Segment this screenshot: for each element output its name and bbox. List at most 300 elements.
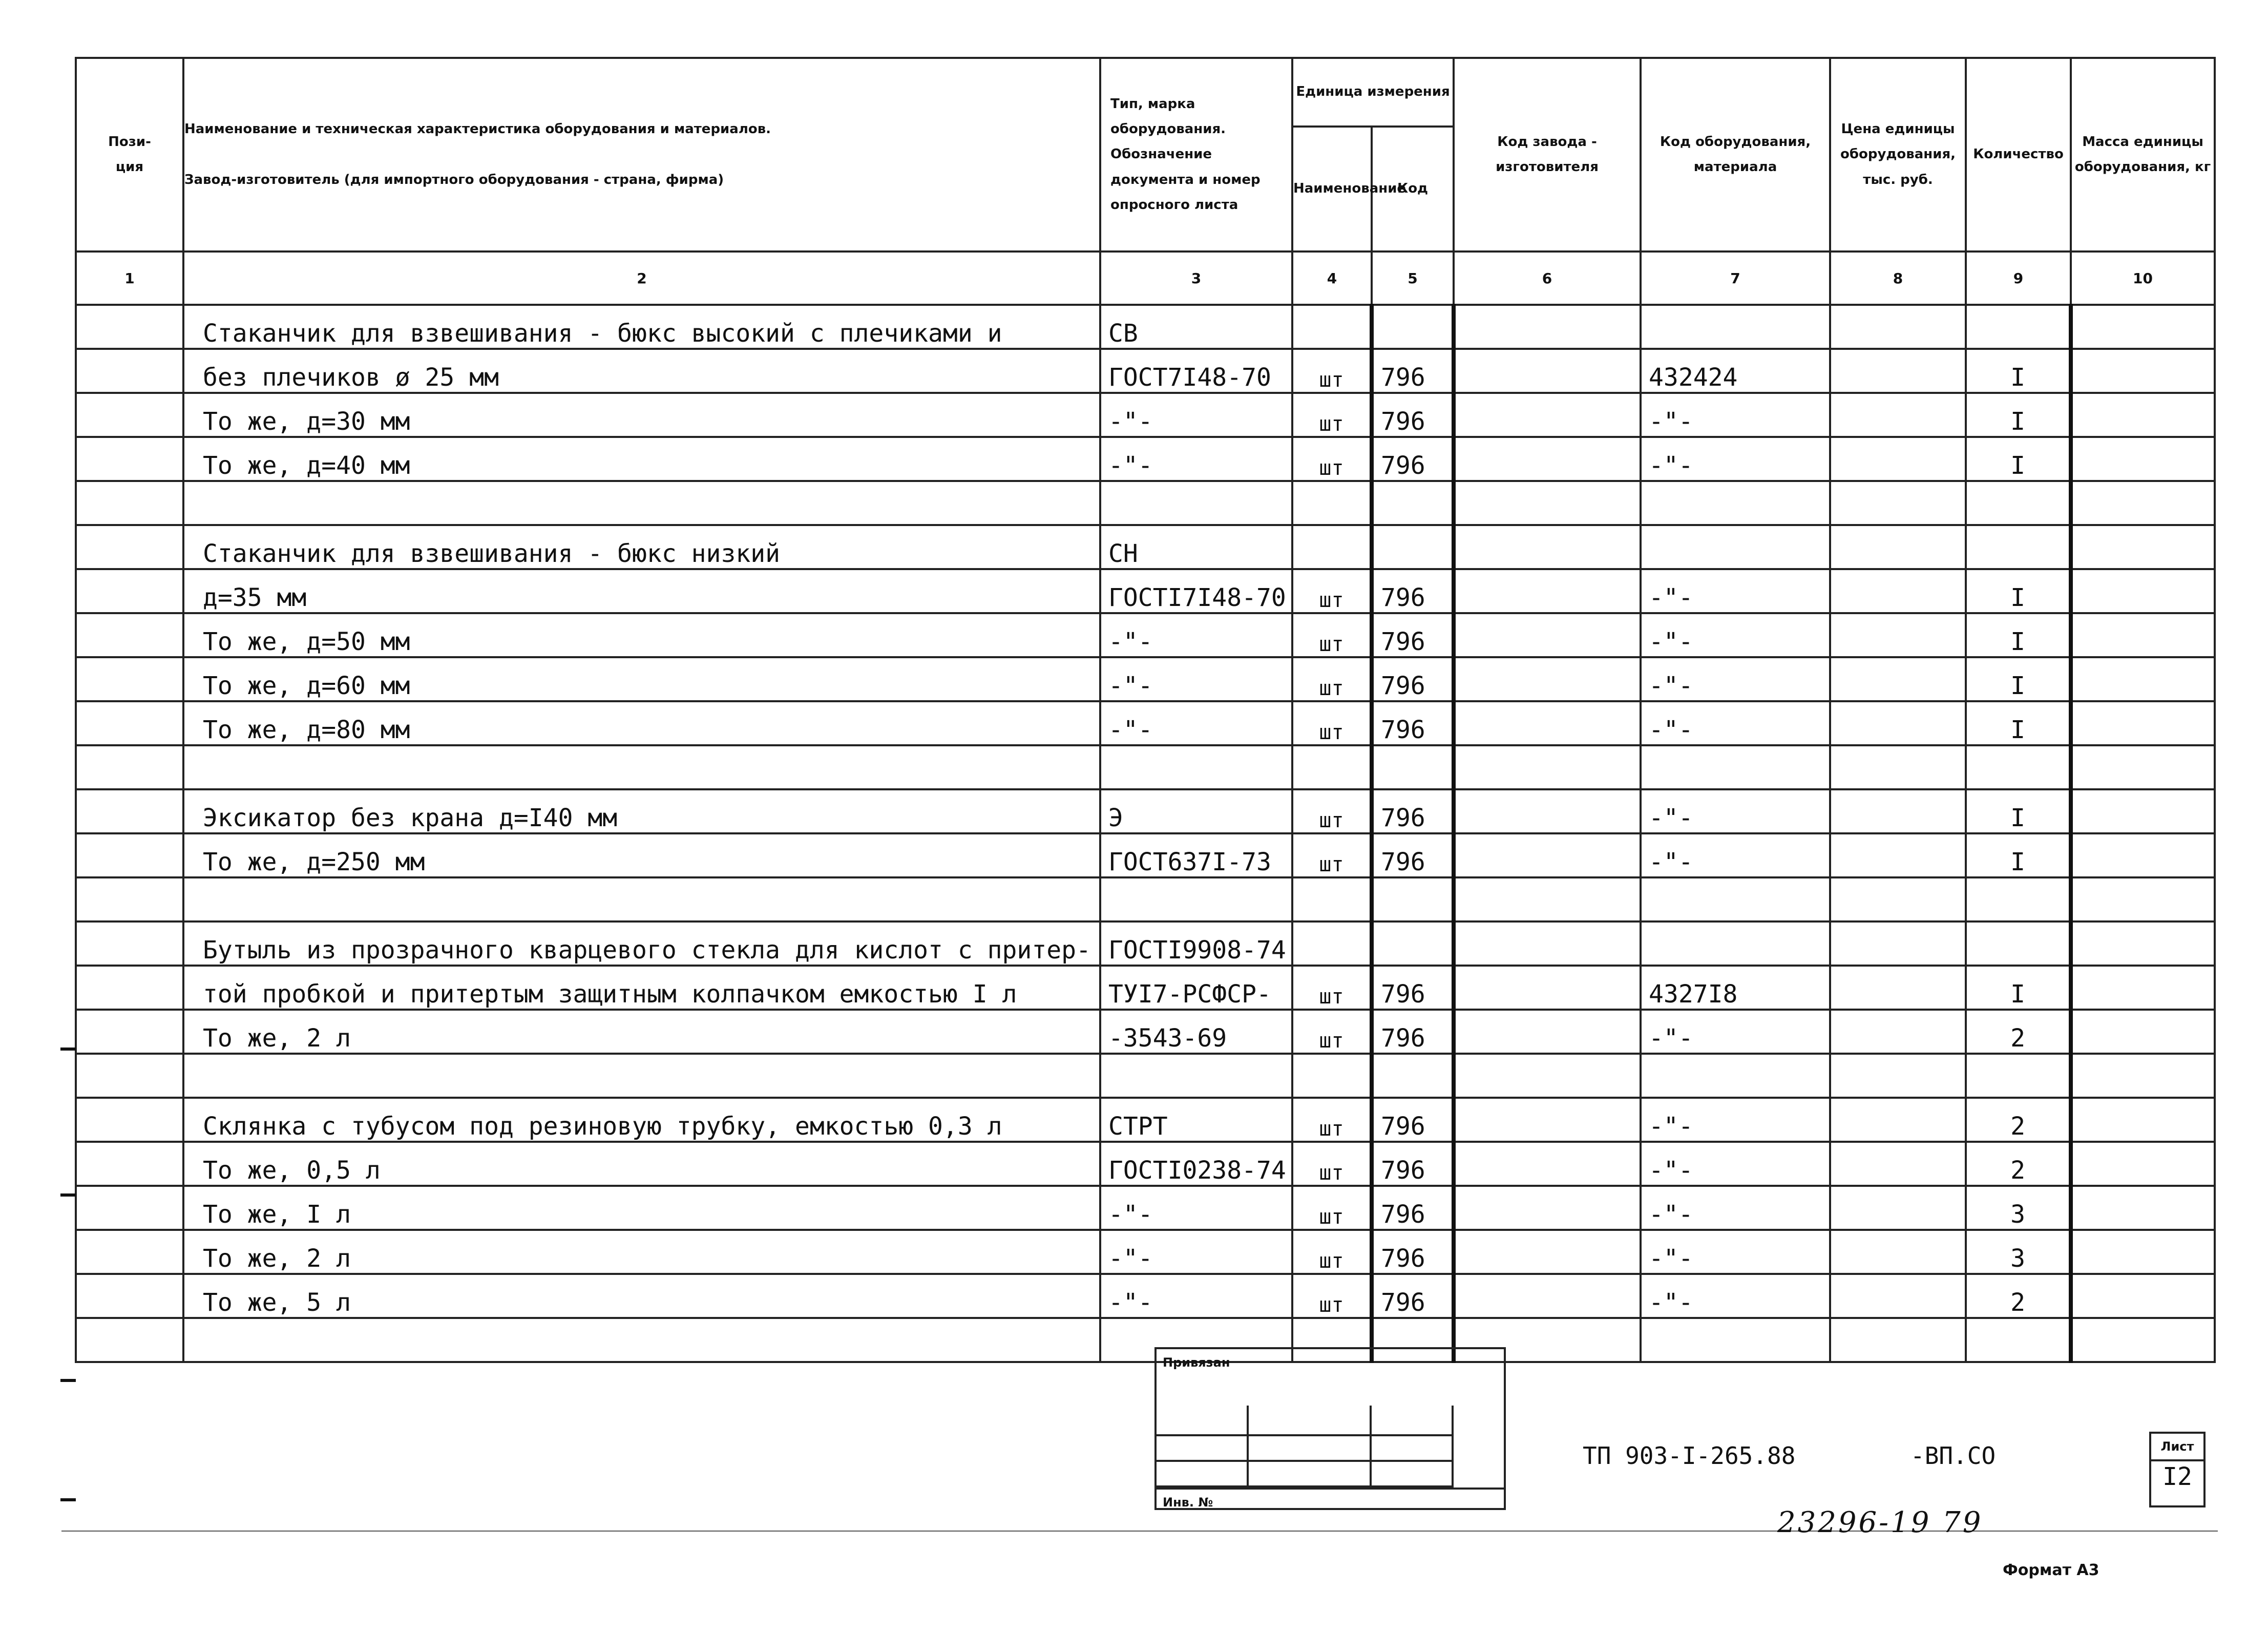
price-cell xyxy=(1830,701,1966,745)
header-mass: Масса единицы оборудования, кг xyxy=(2071,58,2215,252)
price-cell xyxy=(1830,921,1966,966)
table-row xyxy=(76,1318,2215,1362)
price-cell xyxy=(1830,657,1966,701)
item-type-cell: СТРТ xyxy=(1100,1098,1292,1142)
factory-code-cell xyxy=(1454,437,1641,481)
price-cell xyxy=(1830,1186,1966,1230)
material-code-cell xyxy=(1641,305,1830,349)
quantity-cell: I xyxy=(1966,349,2071,393)
item-type-cell: ГОСТI0238-74 xyxy=(1100,1142,1292,1186)
mass-cell xyxy=(2071,305,2215,349)
position-cell xyxy=(76,657,183,701)
quantity-cell: 3 xyxy=(1966,1230,2071,1274)
position-cell xyxy=(76,613,183,657)
item-name-cell: Склянка с тубусом под резиновую трубку, емкостью 0,3 л xyxy=(183,1098,1100,1142)
item-name-cell: То же, д=250 мм xyxy=(183,833,1100,877)
quantity-cell xyxy=(1966,1318,2071,1362)
unit-name-cell xyxy=(1292,921,1372,966)
material-code-cell: 4327I8 xyxy=(1641,966,1830,1010)
quantity-cell: I xyxy=(1966,657,2071,701)
table-row xyxy=(76,525,2215,569)
column-number: 7 xyxy=(1641,252,1830,305)
quantity-cell xyxy=(1966,877,2071,921)
unit-name-cell: шт xyxy=(1292,1142,1372,1186)
unit-code-cell: 796 xyxy=(1372,1186,1454,1230)
unit-code-cell: 796 xyxy=(1372,1010,1454,1054)
mass-cell xyxy=(2071,569,2215,613)
price-cell xyxy=(1830,833,1966,877)
header-factory-code: Код завода - изготовителя xyxy=(1454,58,1641,252)
item-name-cell xyxy=(183,1318,1100,1362)
unit-name-cell: шт xyxy=(1292,1010,1372,1054)
table-row xyxy=(76,481,2215,525)
mass-cell xyxy=(2071,1274,2215,1318)
item-name-cell: без плечиков ø 25 мм xyxy=(183,349,1100,393)
material-code-cell: -"- xyxy=(1641,1230,1830,1274)
position-cell xyxy=(76,349,183,393)
material-code-cell: -"- xyxy=(1641,657,1830,701)
material-code-cell xyxy=(1641,745,1830,789)
position-cell xyxy=(76,833,183,877)
item-type-cell: -"- xyxy=(1100,1230,1292,1274)
quantity-cell: 3 xyxy=(1966,1186,2071,1230)
factory-code-cell xyxy=(1454,349,1641,393)
price-cell xyxy=(1830,481,1966,525)
mass-cell xyxy=(2071,437,2215,481)
quantity-cell xyxy=(1966,745,2071,789)
unit-code-cell xyxy=(1372,305,1454,349)
factory-code-cell xyxy=(1454,1230,1641,1274)
margin-tick xyxy=(60,1379,76,1382)
factory-code-cell xyxy=(1454,1054,1641,1098)
material-code-cell xyxy=(1641,525,1830,569)
item-type-cell: -"- xyxy=(1100,437,1292,481)
column-number: 4 xyxy=(1292,252,1372,305)
position-cell xyxy=(76,877,183,921)
item-type-cell: ТУI7-РСФСР- xyxy=(1100,966,1292,1010)
factory-code-cell xyxy=(1454,966,1641,1010)
table-row xyxy=(76,745,2215,789)
unit-name-cell: шт xyxy=(1292,1274,1372,1318)
position-cell xyxy=(76,305,183,349)
unit-code-cell: 796 xyxy=(1372,613,1454,657)
material-code-cell: -"- xyxy=(1641,833,1830,877)
factory-code-cell xyxy=(1454,481,1641,525)
position-cell xyxy=(76,393,183,437)
table-row xyxy=(76,393,2215,437)
mass-cell xyxy=(2071,1054,2215,1098)
item-name-cell: То же, 2 л xyxy=(183,1230,1100,1274)
table-row xyxy=(76,1274,2215,1318)
material-code-cell: 432424 xyxy=(1641,349,1830,393)
unit-code-cell: 796 xyxy=(1372,1274,1454,1318)
unit-code-cell xyxy=(1372,525,1454,569)
header-quantity: Количество xyxy=(1966,58,2071,252)
header-unit-group: Единица измерения xyxy=(1292,58,1454,127)
factory-code-cell xyxy=(1454,657,1641,701)
unit-code-cell: 796 xyxy=(1372,349,1454,393)
unit-name-cell: шт xyxy=(1292,966,1372,1010)
item-name-cell xyxy=(183,1054,1100,1098)
margin-tick xyxy=(60,1498,76,1501)
material-code-cell: -"- xyxy=(1641,437,1830,481)
price-cell xyxy=(1830,349,1966,393)
item-type-cell: -"- xyxy=(1100,1186,1292,1230)
material-code-cell: -"- xyxy=(1641,569,1830,613)
table-row xyxy=(76,1054,2215,1098)
price-cell xyxy=(1830,877,1966,921)
table-row xyxy=(76,569,2215,613)
factory-code-cell xyxy=(1454,1142,1641,1186)
quantity-cell: I xyxy=(1966,833,2071,877)
item-type-cell: СВ xyxy=(1100,305,1292,349)
unit-code-cell: 796 xyxy=(1372,1142,1454,1186)
quantity-cell: I xyxy=(1966,437,2071,481)
price-cell xyxy=(1830,569,1966,613)
stamp-cell xyxy=(1249,1462,1372,1488)
item-name-cell xyxy=(183,877,1100,921)
item-type-cell: ГОСТ637I-73 xyxy=(1100,833,1292,877)
quantity-cell: 2 xyxy=(1966,1274,2071,1318)
column-number: 6 xyxy=(1454,252,1641,305)
item-name-cell: Стаканчик для взвешивания - бюкс низкий xyxy=(183,525,1100,569)
unit-code-cell: 796 xyxy=(1372,569,1454,613)
price-cell xyxy=(1830,305,1966,349)
table-row xyxy=(76,1186,2215,1230)
margin-tick xyxy=(60,1048,76,1051)
column-number: 10 xyxy=(2071,252,2215,305)
unit-code-cell xyxy=(1372,1054,1454,1098)
item-name-cell: То же, д=50 мм xyxy=(183,613,1100,657)
mass-cell xyxy=(2071,789,2215,833)
position-cell xyxy=(76,1186,183,1230)
position-cell xyxy=(76,437,183,481)
unit-name-cell xyxy=(1292,305,1372,349)
table-row xyxy=(76,305,2215,349)
mass-cell xyxy=(2071,349,2215,393)
stamp-cell xyxy=(1372,1436,1454,1462)
unit-name-cell xyxy=(1292,525,1372,569)
stamp-cell xyxy=(1372,1462,1454,1488)
unit-name-cell: шт xyxy=(1292,701,1372,745)
item-name-cell xyxy=(183,481,1100,525)
unit-code-cell xyxy=(1372,921,1454,966)
item-name-cell: То же, д=80 мм xyxy=(183,701,1100,745)
material-code-cell: -"- xyxy=(1641,1142,1830,1186)
unit-code-cell: 796 xyxy=(1372,393,1454,437)
format-label: Формат А3 xyxy=(2003,1561,2099,1579)
stamp-cell xyxy=(1157,1462,1249,1488)
table-row xyxy=(76,966,2215,1010)
item-name-cell: Стаканчик для взвешивания - бюкс высокий с плечиками и xyxy=(183,305,1100,349)
item-name-cell: То же, 2 л xyxy=(183,1010,1100,1054)
item-type-cell: ГОСТI7I48-70 xyxy=(1100,569,1292,613)
position-cell xyxy=(76,1318,183,1362)
quantity-cell xyxy=(1966,305,2071,349)
unit-name-cell xyxy=(1292,745,1372,789)
factory-code-cell xyxy=(1454,789,1641,833)
table-body xyxy=(76,305,2215,1362)
unit-code-cell: 796 xyxy=(1372,789,1454,833)
quantity-cell xyxy=(1966,525,2071,569)
item-type-cell: -"- xyxy=(1100,701,1292,745)
unit-code-cell: 796 xyxy=(1372,966,1454,1010)
price-cell xyxy=(1830,1318,1966,1362)
header-unit-name: Наименование xyxy=(1292,127,1372,252)
quantity-cell: I xyxy=(1966,613,2071,657)
table-row xyxy=(76,613,2215,657)
item-type-cell: -"- xyxy=(1100,1274,1292,1318)
table-row xyxy=(76,657,2215,701)
quantity-cell xyxy=(1966,921,2071,966)
factory-code-cell xyxy=(1454,393,1641,437)
stamp-inv-label: Инв. № xyxy=(1163,1495,1213,1510)
stamp-cell xyxy=(1372,1406,1454,1436)
unit-code-cell: 796 xyxy=(1372,701,1454,745)
mass-cell xyxy=(2071,1186,2215,1230)
unit-code-cell xyxy=(1372,481,1454,525)
item-type-cell xyxy=(1100,877,1292,921)
table-row xyxy=(76,789,2215,833)
unit-name-cell xyxy=(1292,481,1372,525)
mass-cell xyxy=(2071,833,2215,877)
document-code-suffix: -ВП.СО xyxy=(1910,1442,1996,1470)
item-name-cell: той пробкой и притертым защитным колпачком емкостью I л xyxy=(183,966,1100,1010)
stamp-cell xyxy=(1249,1406,1372,1436)
header-unit-code: Код xyxy=(1372,127,1454,252)
column-number-row xyxy=(76,252,2215,305)
mass-cell xyxy=(2071,877,2215,921)
material-code-cell xyxy=(1641,1318,1830,1362)
price-cell xyxy=(1830,613,1966,657)
material-code-cell: -"- xyxy=(1641,1098,1830,1142)
position-cell xyxy=(76,481,183,525)
price-cell xyxy=(1830,1274,1966,1318)
material-code-cell: -"- xyxy=(1641,1010,1830,1054)
unit-code-cell xyxy=(1372,745,1454,789)
price-cell xyxy=(1830,745,1966,789)
mass-cell xyxy=(2071,1230,2215,1274)
position-cell xyxy=(76,525,183,569)
mass-cell xyxy=(2071,525,2215,569)
mass-cell xyxy=(2071,1010,2215,1054)
quantity-cell xyxy=(1966,481,2071,525)
price-cell xyxy=(1830,1054,1966,1098)
unit-name-cell: шт xyxy=(1292,657,1372,701)
material-code-cell: -"- xyxy=(1641,701,1830,745)
material-code-cell: -"- xyxy=(1641,789,1830,833)
margin-tick xyxy=(60,1193,76,1197)
unit-code-cell: 796 xyxy=(1372,1230,1454,1274)
item-type-cell: -"- xyxy=(1100,613,1292,657)
table-row xyxy=(76,1230,2215,1274)
unit-name-cell xyxy=(1292,1054,1372,1098)
quantity-cell: 2 xyxy=(1966,1010,2071,1054)
factory-code-cell xyxy=(1454,701,1641,745)
stamp-cell xyxy=(1157,1436,1249,1462)
unit-name-cell: шт xyxy=(1292,833,1372,877)
column-number: 3 xyxy=(1100,252,1292,305)
table-row xyxy=(76,437,2215,481)
item-type-cell: СН xyxy=(1100,525,1292,569)
unit-code-cell: 796 xyxy=(1372,1098,1454,1142)
item-type-cell: -"- xyxy=(1100,393,1292,437)
material-code-cell: -"- xyxy=(1641,1274,1830,1318)
quantity-cell: I xyxy=(1966,393,2071,437)
unit-code-cell xyxy=(1372,877,1454,921)
item-name-cell: То же, д=40 мм xyxy=(183,437,1100,481)
position-cell xyxy=(76,569,183,613)
factory-code-cell xyxy=(1454,613,1641,657)
position-cell xyxy=(76,921,183,966)
table-row xyxy=(76,701,2215,745)
stamp-tied-label: Привязан xyxy=(1163,1355,1230,1370)
item-type-cell: -3543-69 xyxy=(1100,1010,1292,1054)
sheet-value: I2 xyxy=(2162,1462,2192,1491)
table-row xyxy=(76,833,2215,877)
factory-code-cell xyxy=(1454,921,1641,966)
position-cell xyxy=(76,1010,183,1054)
price-cell xyxy=(1830,1230,1966,1274)
header-price: Цена единицы оборудования, тыс. руб. xyxy=(1830,58,1966,252)
material-code-cell: -"- xyxy=(1641,1186,1830,1230)
item-type-cell xyxy=(1100,1054,1292,1098)
document-code: ТП 903-I-265.88 xyxy=(1583,1442,1796,1470)
item-name-cell: Эксикатор без крана д=I40 мм xyxy=(183,789,1100,833)
price-cell xyxy=(1830,966,1966,1010)
factory-code-cell xyxy=(1454,305,1641,349)
item-type-cell xyxy=(1100,481,1292,525)
unit-code-cell: 796 xyxy=(1372,437,1454,481)
column-number: 5 xyxy=(1372,252,1454,305)
quantity-cell: I xyxy=(1966,701,2071,745)
unit-name-cell: шт xyxy=(1292,1230,1372,1274)
header-type: Тип, марка оборудования. Обозначение документа и номер опросного листа xyxy=(1100,58,1292,252)
price-cell xyxy=(1830,789,1966,833)
mass-cell xyxy=(2071,1318,2215,1362)
table-row xyxy=(76,349,2215,393)
quantity-cell: I xyxy=(1966,569,2071,613)
position-cell xyxy=(76,1098,183,1142)
position-cell xyxy=(76,1230,183,1274)
item-type-cell xyxy=(1100,745,1292,789)
item-type-cell: ГОСТ7I48-70 xyxy=(1100,349,1292,393)
unit-name-cell xyxy=(1292,877,1372,921)
table-row xyxy=(76,877,2215,921)
position-cell xyxy=(76,1274,183,1318)
position-cell xyxy=(76,789,183,833)
approval-stamp xyxy=(1154,1347,1506,1510)
price-cell xyxy=(1830,393,1966,437)
unit-name-cell: шт xyxy=(1292,393,1372,437)
sheet-number-box xyxy=(2149,1432,2206,1507)
mass-cell xyxy=(2071,657,2215,701)
factory-code-cell xyxy=(1454,1186,1641,1230)
item-type-cell: Э xyxy=(1100,789,1292,833)
item-name-cell: Бутыль из прозрачного кварцевого стекла для кислот с притер- xyxy=(183,921,1100,966)
mass-cell xyxy=(2071,481,2215,525)
material-code-cell: -"- xyxy=(1641,393,1830,437)
quantity-cell: I xyxy=(1966,789,2071,833)
unit-name-cell: шт xyxy=(1292,1098,1372,1142)
position-cell xyxy=(76,701,183,745)
factory-code-cell xyxy=(1454,1098,1641,1142)
table-row xyxy=(76,921,2215,966)
unit-code-cell: 796 xyxy=(1372,833,1454,877)
column-number: 2 xyxy=(183,252,1100,305)
factory-code-cell xyxy=(1454,1274,1641,1318)
quantity-cell: 2 xyxy=(1966,1142,2071,1186)
quantity-cell: 2 xyxy=(1966,1098,2071,1142)
stamp-cell xyxy=(1249,1436,1372,1462)
column-number: 9 xyxy=(1966,252,2071,305)
item-name-cell: То же, 5 л xyxy=(183,1274,1100,1318)
price-cell xyxy=(1830,437,1966,481)
unit-name-cell: шт xyxy=(1292,1186,1372,1230)
unit-name-cell: шт xyxy=(1292,613,1372,657)
unit-name-cell: шт xyxy=(1292,437,1372,481)
unit-code-cell: 796 xyxy=(1372,657,1454,701)
factory-code-cell xyxy=(1454,745,1641,789)
mass-cell xyxy=(2071,1098,2215,1142)
table-row xyxy=(76,1098,2215,1142)
position-cell xyxy=(76,1054,183,1098)
column-number: 1 xyxy=(76,252,183,305)
mass-cell xyxy=(2071,745,2215,789)
item-name-cell: д=35 мм xyxy=(183,569,1100,613)
factory-code-cell xyxy=(1454,1010,1641,1054)
item-name-cell xyxy=(183,745,1100,789)
unit-name-cell: шт xyxy=(1292,789,1372,833)
price-cell xyxy=(1830,1098,1966,1142)
item-type-cell: -"- xyxy=(1100,657,1292,701)
sheet-label: Лист xyxy=(2151,1434,2203,1461)
unit-name-cell: шт xyxy=(1292,349,1372,393)
mass-cell xyxy=(2071,1142,2215,1186)
table-row xyxy=(76,1010,2215,1054)
column-number: 8 xyxy=(1830,252,1966,305)
position-cell xyxy=(76,1142,183,1186)
factory-code-cell xyxy=(1454,877,1641,921)
material-code-cell xyxy=(1641,481,1830,525)
table-header-row xyxy=(76,58,2215,127)
price-cell xyxy=(1830,1010,1966,1054)
material-code-cell xyxy=(1641,1054,1830,1098)
factory-code-cell xyxy=(1454,833,1641,877)
item-name-cell: То же, д=30 мм xyxy=(183,393,1100,437)
material-code-cell xyxy=(1641,921,1830,966)
item-name-cell: То же, I л xyxy=(183,1186,1100,1230)
material-code-cell xyxy=(1641,877,1830,921)
stamp-cell xyxy=(1157,1406,1249,1436)
mass-cell xyxy=(2071,921,2215,966)
material-code-cell: -"- xyxy=(1641,613,1830,657)
table-row xyxy=(76,1142,2215,1186)
mass-cell xyxy=(2071,393,2215,437)
position-cell xyxy=(76,745,183,789)
item-type-cell: ГОСТI9908-74 xyxy=(1100,921,1292,966)
price-cell xyxy=(1830,525,1966,569)
item-name-cell: То же, 0,5 л xyxy=(183,1142,1100,1186)
mass-cell xyxy=(2071,701,2215,745)
header-material-code: Код оборудования, материала xyxy=(1641,58,1830,252)
mass-cell xyxy=(2071,613,2215,657)
header-position: Пози- ция xyxy=(76,58,183,252)
header-name: Наименование и техническая характеристика оборудования и материалов. Завод-изготовитель (для импортного оборудования - страна, фирма) xyxy=(183,58,1100,252)
handwritten-number: 23296-19 79 xyxy=(1777,1506,1983,1539)
mass-cell xyxy=(2071,966,2215,1010)
quantity-cell: I xyxy=(1966,966,2071,1010)
